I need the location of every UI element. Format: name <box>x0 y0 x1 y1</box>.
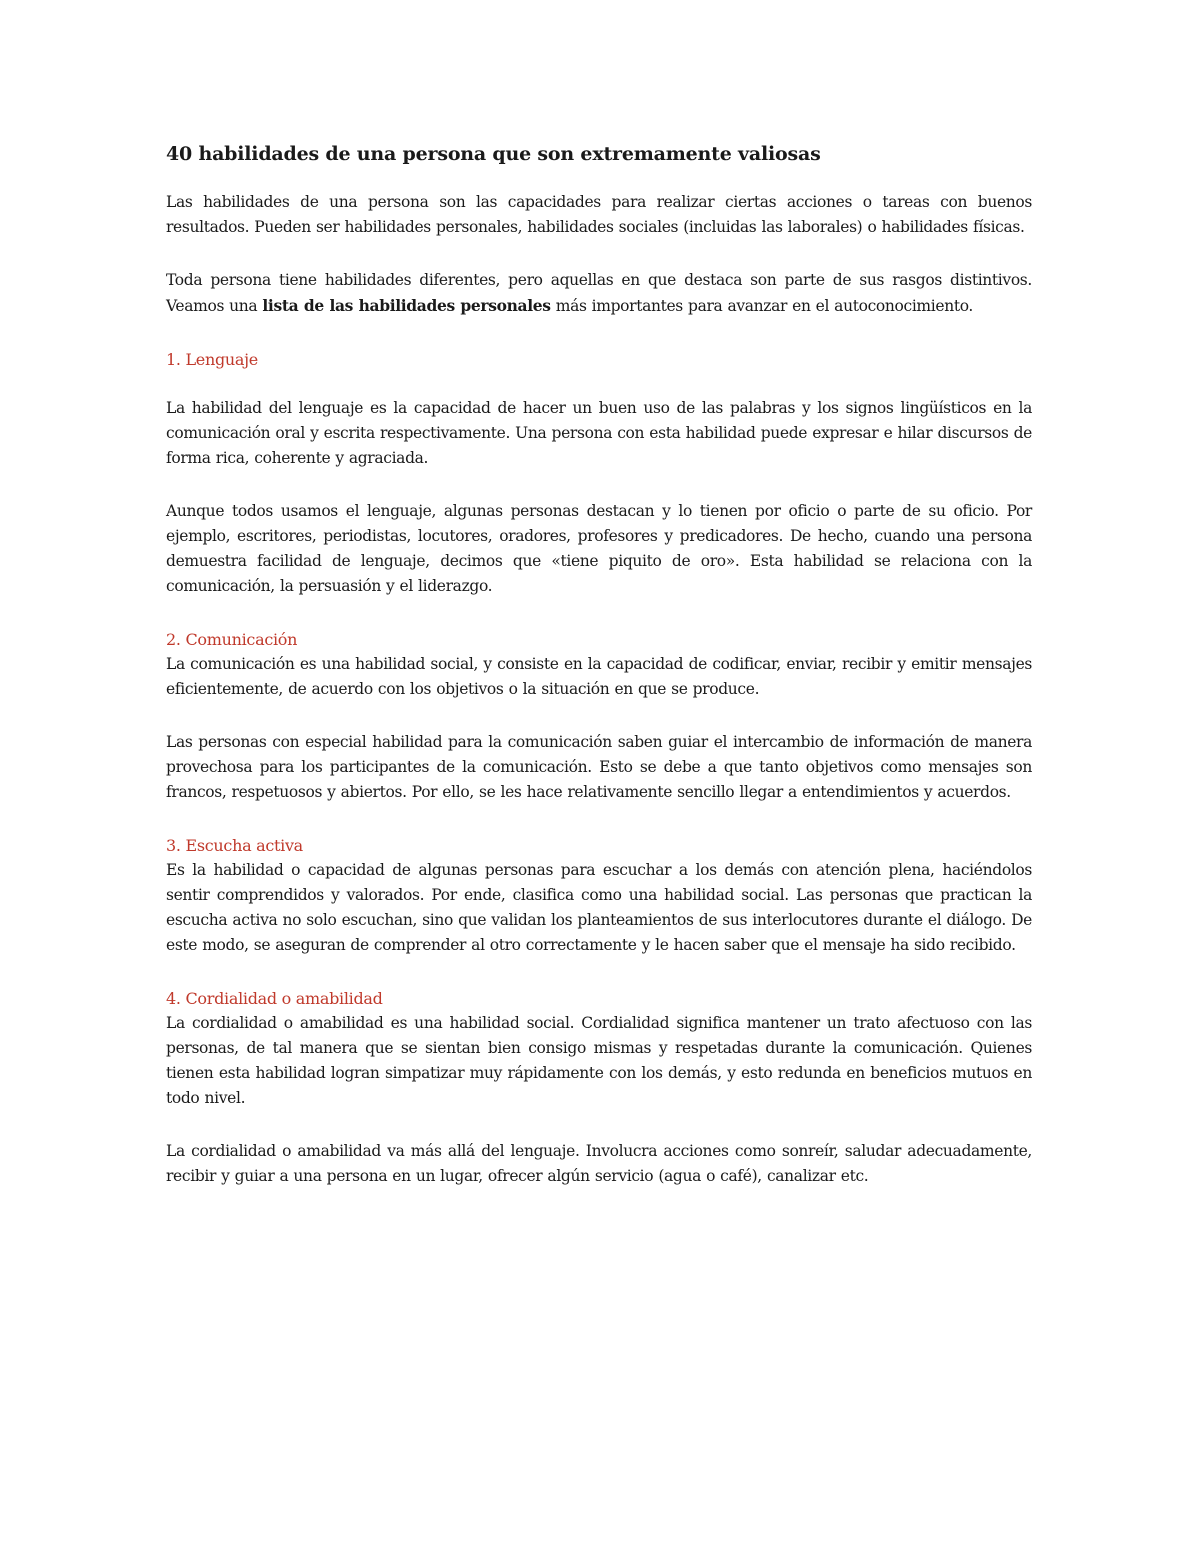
intro2-bold: lista de las habilidades personales <box>262 296 551 315</box>
intro2-before: Toda persona tiene habilidades diferentes, pero aquellas en que destaca son parte de sus rasgos distintivos. Veamos una <box>166 271 1032 315</box>
section-lenguaje <box>166 347 1032 599</box>
section-cordialidad <box>166 986 1032 1189</box>
document-page <box>166 140 1032 1217</box>
intro-paragraph: Las habilidades de una persona son las capacidades para realizar ciertas acciones o tareas con buenos resultados. Pueden ser habilidades personales, habilidades sociales (incluidas las laborales) o habilidades físicas. <box>166 193 1032 236</box>
section-heading: 2. Comunicación <box>166 630 298 649</box>
document-title: 40 habilidades de una persona que son extremamente valiosas <box>166 143 821 165</box>
section-paragraph: La comunicación es una habilidad social, y consiste en la capacidad de codificar, enviar, recibir y emitir mensajes eficientemente, de acuerdo con los objetivos o la situación en que se produce. <box>166 655 1032 698</box>
section-comunicacion <box>166 627 1032 805</box>
section-escucha-activa <box>166 833 1032 958</box>
section-heading: 3. Escucha activa <box>166 836 303 855</box>
section-paragraph: La cordialidad o amabilidad es una habilidad social. Cordialidad significa mantener un trato afectuoso con las personas, de tal manera que se sientan bien consigo mismas y respetadas durante la comunicación. Quienes tienen esta habilidad logran simpatizar muy rápidamente con los demás, y esto redunda en beneficios mutuos en todo nivel. <box>166 1014 1032 1107</box>
section-paragraph: Es la habilidad o capacidad de algunas personas para escuchar a los demás con atención plena, haciéndolos sentir comprendidos y valorados. Por ende, clasifica como una habilidad social. Las personas que practican la escucha activa no solo escuchan, sino que validan los planteamientos de sus interlocutores durante el diálogo. De este modo, se aseguran de comprender al otro correctamente y le hacen saber que el mensaje ha sido recibido. <box>166 861 1032 954</box>
section-paragraph: Las personas con especial habilidad para la comunicación saben guiar el intercambio de información de manera provechosa para los participantes de la comunicación. Esto se debe a que tanto objetivos como mensajes son francos, respetuosos y abiertos. Por ello, se les hace relativamente sencillo llegar a entendimientos y acuerdos. <box>166 733 1032 801</box>
section-heading: 4. Cordialidad o amabilidad <box>166 989 383 1008</box>
intro2-after: más importantes para avanzar en el autoconocimiento. <box>550 297 974 315</box>
section-paragraph: La cordialidad o amabilidad va más allá del lenguaje. Involucra acciones como sonreír, saludar adecuadamente, recibir y guiar a una persona en un lugar, ofrecer algún servicio (agua o café), canalizar etc. <box>166 1142 1032 1185</box>
section-heading: 1. Lenguaje <box>166 350 258 369</box>
section-paragraph: La habilidad del lenguaje es la capacidad de hacer un buen uso de las palabras y los signos lingüísticos en la comunicación oral y escrita respectivamente. Una persona con esta habilidad puede expresar e hilar discursos de forma rica, coherente y agraciada. <box>166 399 1032 467</box>
intro-paragraph-2 <box>166 268 1032 319</box>
section-paragraph: Aunque todos usamos el lenguaje, algunas personas destacan y lo tienen por oficio o parte de su oficio. Por ejemplo, escritores, periodistas, locutores, oradores, profesores y predicadores. De hecho, cuando una persona demuestra facilidad de lenguaje, decimos que «tiene piquito de oro». Esta habilidad se relaciona con la comunicación, la persuasión y el liderazgo. <box>166 502 1032 595</box>
